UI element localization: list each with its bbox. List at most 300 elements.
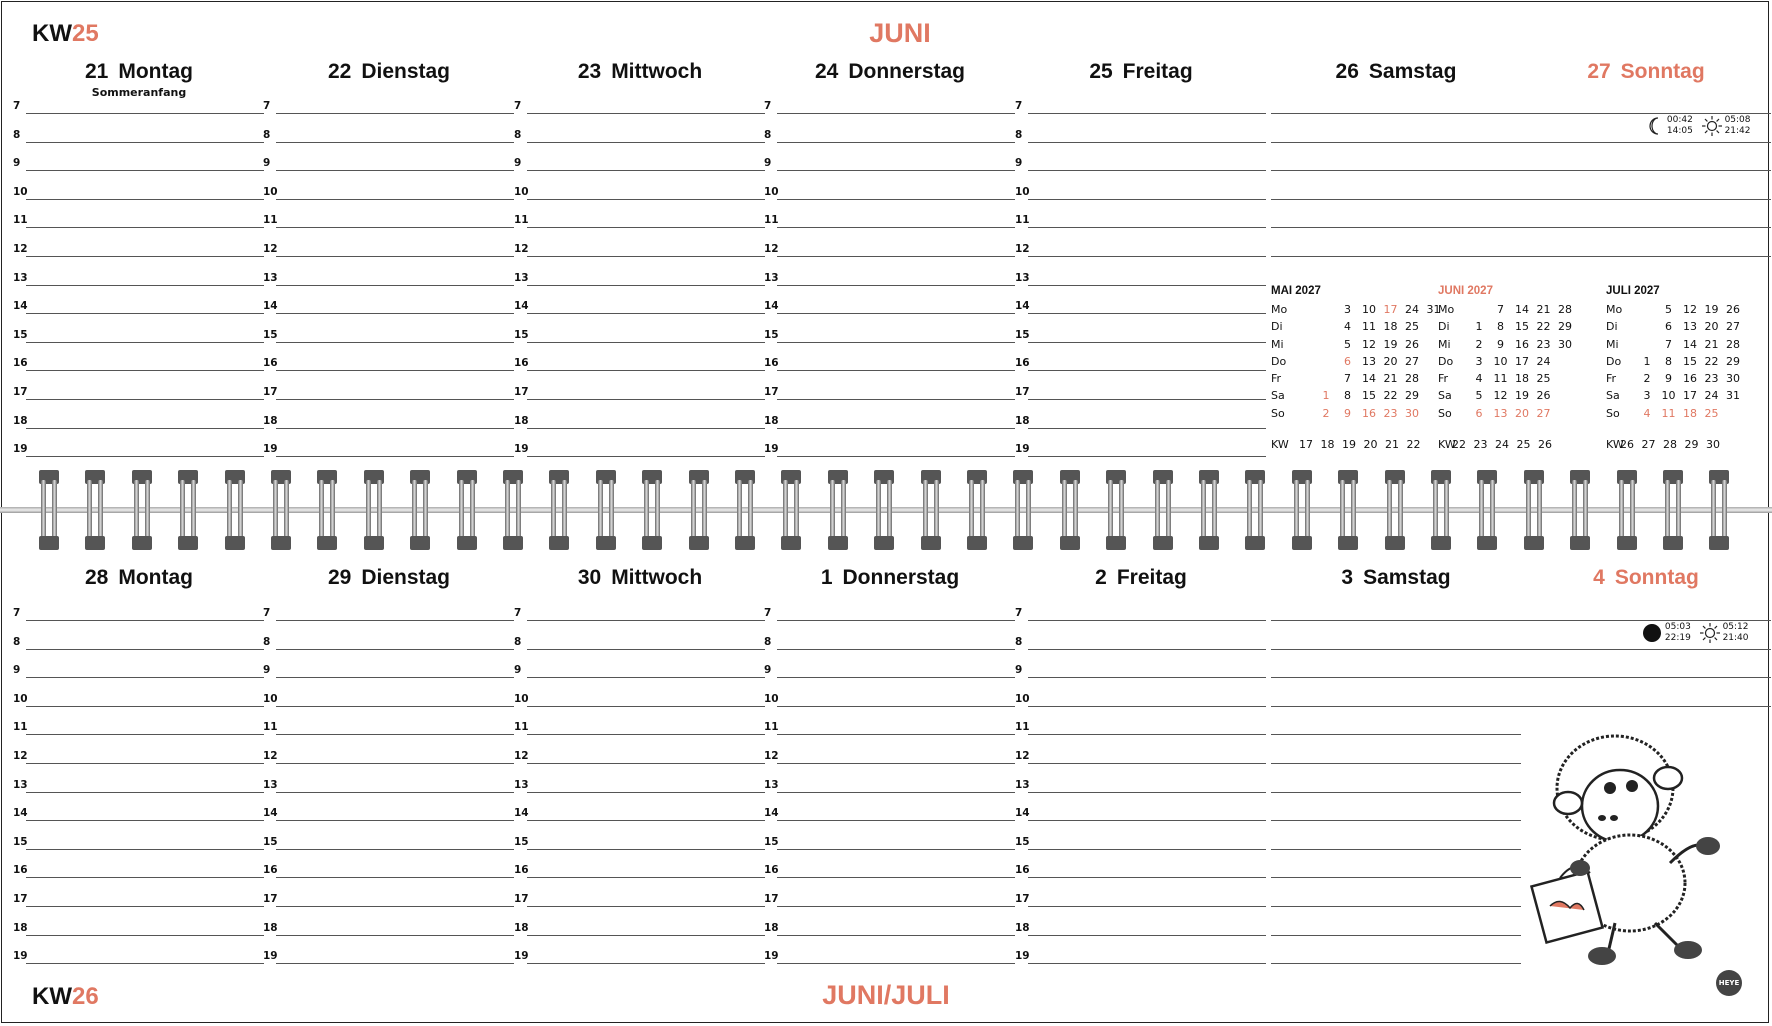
time-slot[interactable] [264, 372, 514, 400]
hour-label: 15 [263, 835, 278, 848]
time-slot[interactable] [1271, 86, 1521, 114]
kw-number: 26 [71, 983, 99, 1010]
time-slot[interactable] [14, 86, 264, 114]
hour-label: 11 [263, 214, 278, 227]
time-slot[interactable] [515, 707, 765, 735]
time-slot[interactable] [264, 315, 514, 343]
time-slot[interactable] [765, 372, 1015, 400]
mini-calendar-day: 21 [1536, 303, 1551, 316]
hour-label: 17 [13, 893, 28, 905]
time-slot[interactable] [1271, 172, 1521, 200]
time-slot[interactable] [1271, 908, 1521, 936]
mini-calendar-day: 29 [1558, 320, 1572, 334]
time-slot[interactable] [14, 622, 264, 650]
time-slot[interactable] [765, 679, 1015, 707]
day-header [765, 566, 1015, 590]
time-slot[interactable] [14, 429, 264, 457]
binding-ring [596, 470, 616, 550]
week-number-bottom [32, 983, 99, 1011]
time-slot[interactable] [1016, 86, 1266, 114]
time-slot[interactable] [1016, 401, 1266, 429]
writing-line [26, 963, 264, 964]
time-slot[interactable] [14, 850, 264, 878]
time-slot[interactable] [14, 736, 264, 764]
time-slot[interactable] [765, 401, 1015, 429]
time-slot[interactable] [14, 679, 264, 707]
mini-calendar-row [1438, 407, 1598, 424]
time-slot[interactable] [264, 286, 514, 314]
time-slot[interactable] [264, 650, 514, 678]
time-slot[interactable] [765, 736, 1015, 764]
mini-calendar-day: 1 [1322, 389, 1330, 403]
time-slot[interactable] [1521, 229, 1771, 257]
time-slot[interactable] [264, 172, 514, 200]
hour-label: 8 [514, 128, 522, 141]
hour-label: 14 [1015, 300, 1030, 313]
time-slot[interactable] [264, 622, 514, 650]
time-slot[interactable] [765, 343, 1015, 371]
time-slot[interactable] [14, 707, 264, 735]
mini-calendar-day: 3 [1344, 303, 1351, 316]
hour-label: 17 [1015, 893, 1030, 905]
time-slot[interactable] [264, 200, 514, 228]
weekday-label: Fr [1271, 372, 1282, 386]
mini-calendar-day: 16 [1362, 406, 1376, 420]
time-slot[interactable] [1016, 315, 1266, 343]
time-slot[interactable] [1016, 879, 1266, 907]
day-header [1521, 60, 1771, 84]
binding-ring [410, 470, 430, 550]
time-slot[interactable] [515, 650, 765, 678]
time-slot[interactable] [14, 115, 264, 143]
hour-label: 17 [764, 893, 779, 905]
time-slot[interactable] [264, 143, 514, 171]
binding-ring [317, 470, 337, 550]
week-number: 18 [1320, 438, 1335, 452]
mini-calendar [1606, 285, 1766, 455]
hour-label: 10 [263, 692, 278, 705]
time-slot[interactable] [765, 793, 1015, 821]
time-slot[interactable] [765, 86, 1015, 114]
time-slot[interactable] [765, 879, 1015, 907]
time-slot[interactable] [14, 372, 264, 400]
time-slot[interactable] [264, 258, 514, 286]
mini-calendar-row [1271, 303, 1441, 320]
time-slot[interactable] [1521, 172, 1771, 200]
time-slot[interactable] [1521, 86, 1771, 114]
hour-label: 8 [263, 128, 271, 141]
time-slot[interactable] [1016, 908, 1266, 936]
binding-ring [781, 470, 801, 550]
time-slot[interactable] [1271, 229, 1521, 257]
mini-calendar-day: 20 [1515, 406, 1529, 420]
mini-calendar-day: 8 [1344, 389, 1351, 403]
mini-calendar-row [1606, 320, 1766, 337]
time-slot[interactable] [1016, 765, 1266, 793]
binding-ring [1431, 470, 1451, 550]
hour-label: 15 [1015, 328, 1030, 341]
mini-calendar-row [1606, 355, 1766, 372]
time-slot[interactable] [1016, 793, 1266, 821]
time-slot[interactable] [14, 765, 264, 793]
writing-line [26, 456, 264, 457]
mini-calendar-row [1271, 372, 1431, 389]
mini-calendar-day: 25 [1536, 372, 1551, 386]
hour-label: 16 [263, 357, 278, 370]
writing-line [1028, 456, 1266, 457]
mini-calendar-day: 15 [1362, 389, 1376, 403]
time-slot[interactable] [1016, 372, 1266, 400]
binding-ring [85, 470, 105, 550]
time-slot[interactable] [264, 593, 514, 621]
time-slot[interactable] [515, 850, 765, 878]
time-slot[interactable] [1271, 679, 1521, 707]
mini-calendar-day: 12 [1493, 389, 1508, 403]
time-slot[interactable] [765, 258, 1015, 286]
time-slot[interactable] [264, 343, 514, 371]
mini-calendar-day: 29 [1726, 354, 1740, 368]
time-slot[interactable] [264, 793, 514, 821]
time-slot[interactable] [515, 315, 765, 343]
time-slot[interactable] [14, 936, 264, 964]
mini-calendar-row [1271, 389, 1431, 406]
binding-ring [1013, 470, 1033, 550]
sun-icon [1702, 122, 1725, 132]
day-name: Mittwoch [611, 60, 703, 83]
time-slot[interactable] [1521, 143, 1771, 171]
kw-label: KW [32, 983, 72, 1010]
mini-calendar-day: 7 [1344, 372, 1351, 386]
time-slot[interactable] [14, 258, 264, 286]
mini-calendar-day: 2 [1643, 372, 1651, 386]
mini-calendar-weeks [1438, 438, 1598, 455]
time-slot[interactable] [1016, 679, 1266, 707]
time-slot[interactable] [515, 679, 765, 707]
time-slot[interactable] [515, 793, 765, 821]
time-slot[interactable] [515, 908, 765, 936]
time-slot[interactable] [515, 429, 765, 457]
weekday-label: Mi [1438, 337, 1451, 351]
day-header [264, 60, 514, 84]
hour-label: 12 [13, 243, 28, 255]
time-slot[interactable] [765, 172, 1015, 200]
writing-line [777, 963, 1015, 964]
week-number-top [32, 20, 99, 48]
time-slot[interactable] [765, 429, 1015, 457]
time-slot[interactable] [765, 229, 1015, 257]
day-header [1016, 60, 1266, 84]
writing-line [1028, 963, 1266, 964]
time-slot[interactable] [515, 622, 765, 650]
binding-ring [1617, 470, 1637, 550]
time-slot[interactable] [1271, 936, 1521, 964]
time-slot[interactable] [765, 908, 1015, 936]
mini-calendar-day: 24 [1405, 303, 1419, 316]
time-slot[interactable] [264, 850, 514, 878]
time-slot[interactable] [14, 200, 264, 228]
time-slot[interactable] [515, 172, 765, 200]
hour-label: 10 [13, 692, 28, 705]
time-slot[interactable] [515, 936, 765, 964]
day-number: 28 [84, 566, 109, 589]
time-slot[interactable] [1016, 172, 1266, 200]
time-slot[interactable] [1271, 736, 1521, 764]
hour-label: 11 [514, 214, 529, 227]
mini-calendar-day: 5 [1475, 389, 1483, 403]
time-slot[interactable] [14, 822, 264, 850]
mini-calendar-day: 1 [1475, 320, 1483, 334]
time-slot[interactable] [14, 343, 264, 371]
time-slot[interactable] [765, 286, 1015, 314]
time-slot[interactable] [515, 200, 765, 228]
time-slot[interactable] [1016, 707, 1266, 735]
hour-label: 13 [263, 778, 278, 791]
time-slot[interactable] [1016, 143, 1266, 171]
time-slot[interactable] [14, 650, 264, 678]
mini-calendar-day: 5 [1344, 337, 1351, 351]
time-slot[interactable] [1016, 343, 1266, 371]
hour-label: 13 [263, 271, 278, 284]
hour-label: 15 [13, 328, 28, 341]
time-slot[interactable] [1016, 593, 1266, 621]
time-slot[interactable] [515, 736, 765, 764]
mini-calendar-day: 17 [1383, 303, 1398, 316]
time-slot[interactable] [264, 115, 514, 143]
mini-calendar-row [1438, 320, 1598, 337]
time-slot[interactable] [14, 593, 264, 621]
time-slot[interactable] [515, 343, 765, 371]
time-slot[interactable] [1271, 793, 1521, 821]
day-name: Dienstag [361, 566, 451, 589]
time-slot[interactable] [264, 936, 514, 964]
time-slot[interactable] [14, 143, 264, 171]
mini-calendar-day: 9 [1344, 406, 1351, 420]
mini-calendar-day: 2 [1322, 406, 1330, 420]
mini-calendar-day: 4 [1475, 372, 1483, 386]
time-slot[interactable] [264, 429, 514, 457]
hour-label: 17 [1015, 386, 1030, 398]
binding-ring [1663, 470, 1683, 550]
time-slot[interactable] [264, 229, 514, 257]
time-slot[interactable] [1521, 679, 1771, 707]
time-slot[interactable] [1016, 736, 1266, 764]
mini-calendar-day: 28 [1405, 372, 1419, 386]
hour-label: 11 [764, 721, 779, 734]
time-slot[interactable] [1016, 850, 1266, 878]
time-slot[interactable] [264, 707, 514, 735]
month-title-bottom: JUNI/JULI [822, 980, 950, 1010]
time-slot[interactable] [515, 258, 765, 286]
time-slot[interactable] [515, 593, 765, 621]
day-number: 29 [327, 566, 352, 589]
time-slot[interactable] [1271, 765, 1521, 793]
hour-label: 19 [764, 950, 779, 963]
hour-label: 12 [13, 750, 28, 762]
mini-calendar-row [1606, 389, 1766, 406]
time-slot[interactable] [1271, 850, 1521, 878]
kw-number: 25 [71, 20, 99, 47]
time-slot[interactable] [14, 401, 264, 429]
hour-label: 16 [764, 357, 779, 370]
binding-ring [1106, 470, 1126, 550]
time-slot[interactable] [765, 315, 1015, 343]
time-slot[interactable] [1271, 650, 1521, 678]
mini-calendar-day: 19 [1704, 303, 1719, 316]
weekday-label: Mo [1438, 303, 1455, 316]
binding-ring [503, 470, 523, 550]
time-slot[interactable] [1016, 622, 1266, 650]
time-slot[interactable] [1016, 200, 1266, 228]
time-slot[interactable] [1271, 143, 1521, 171]
time-slot[interactable] [765, 765, 1015, 793]
time-slot[interactable] [14, 286, 264, 314]
time-slot[interactable] [515, 822, 765, 850]
mini-calendar-day: 11 [1362, 320, 1376, 334]
time-slot[interactable] [264, 736, 514, 764]
hour-label: 19 [263, 950, 278, 963]
time-slot[interactable] [1271, 200, 1521, 228]
binding-ring [921, 470, 941, 550]
day-number: 27 [1587, 60, 1611, 83]
hour-label: 7 [13, 607, 21, 619]
writing-line [527, 963, 765, 964]
day-header [14, 60, 264, 84]
time-slot[interactable] [765, 200, 1015, 228]
week-number: 20 [1363, 438, 1378, 452]
mini-calendar-row [1438, 303, 1598, 320]
hour-label: 12 [263, 750, 278, 762]
time-slot[interactable] [515, 229, 765, 257]
time-slot[interactable] [1016, 258, 1266, 286]
hour-label: 11 [13, 214, 28, 227]
hour-label: 13 [1015, 778, 1030, 791]
time-slot[interactable] [765, 650, 1015, 678]
mini-calendar-row [1271, 407, 1431, 424]
time-slot[interactable] [14, 879, 264, 907]
time-slot[interactable] [765, 936, 1015, 964]
time-slot[interactable] [515, 143, 765, 171]
time-slot[interactable] [515, 86, 765, 114]
mini-calendar-row [1606, 303, 1766, 320]
time-slot[interactable] [264, 822, 514, 850]
time-slot[interactable] [1271, 593, 1521, 621]
day-number: 30 [577, 566, 602, 589]
time-slot[interactable] [515, 372, 765, 400]
time-slot[interactable] [1271, 822, 1521, 850]
time-slot[interactable] [515, 115, 765, 143]
time-slot[interactable] [14, 908, 264, 936]
time-slot[interactable] [14, 172, 264, 200]
weekday-label: Sa [1271, 389, 1285, 403]
hour-label: 13 [764, 271, 779, 284]
hour-label: 19 [514, 443, 529, 456]
mini-calendar-day: 19 [1515, 389, 1529, 403]
time-slot[interactable] [515, 879, 765, 907]
time-slot[interactable] [264, 86, 514, 114]
time-slot[interactable] [1271, 707, 1521, 735]
time-slot[interactable] [1271, 622, 1521, 650]
hour-label: 14 [764, 807, 779, 820]
hour-label: 14 [13, 807, 28, 820]
time-slot[interactable] [14, 315, 264, 343]
day-name: Dienstag [361, 60, 451, 83]
time-slot[interactable] [515, 286, 765, 314]
time-slot[interactable] [1521, 650, 1771, 678]
hour-label: 17 [13, 386, 28, 398]
hour-label: 12 [764, 243, 779, 255]
mini-calendar-day: 17 [1515, 354, 1529, 368]
binding-ring [1245, 470, 1265, 550]
mini-calendar-day: 3 [1643, 389, 1651, 403]
mini-calendar-row [1271, 338, 1431, 355]
sunrise-time: 05:08 [1724, 115, 1751, 125]
time-slot[interactable] [1271, 879, 1521, 907]
time-slot[interactable] [1016, 429, 1266, 457]
time-slot[interactable] [1016, 936, 1266, 964]
hour-label: 8 [1015, 635, 1023, 648]
time-slot[interactable] [264, 401, 514, 429]
day-name: Montag [118, 566, 193, 589]
astro-info-bottom [1642, 622, 1749, 644]
time-slot[interactable] [264, 679, 514, 707]
binding-ring [874, 470, 894, 550]
time-slot[interactable] [1016, 115, 1266, 143]
hour-label: 14 [263, 807, 278, 820]
time-slot[interactable] [1271, 115, 1521, 143]
time-slot[interactable] [515, 765, 765, 793]
hour-label: 9 [13, 157, 21, 170]
time-slot[interactable] [14, 793, 264, 821]
time-slot[interactable] [1521, 200, 1771, 228]
hour-label: 15 [514, 835, 529, 848]
mini-calendar-day: 19 [1383, 337, 1398, 351]
time-slot[interactable] [14, 229, 264, 257]
mini-calendar [1271, 285, 1441, 455]
hour-label: 17 [263, 386, 278, 398]
time-slot[interactable] [264, 908, 514, 936]
hour-label: 8 [13, 128, 21, 141]
time-slot[interactable] [264, 879, 514, 907]
time-slot[interactable] [264, 765, 514, 793]
week-number: 30 [1706, 438, 1720, 452]
time-slot[interactable] [765, 850, 1015, 878]
mini-calendar-day: 27 [1405, 354, 1419, 368]
mini-calendar-day: 7 [1665, 337, 1672, 351]
day-number: 25 [1089, 60, 1113, 83]
time-slot[interactable] [765, 143, 1015, 171]
time-slot[interactable] [1016, 286, 1266, 314]
mini-calendar-day: 13 [1683, 320, 1697, 334]
mini-calendar-day: 13 [1493, 406, 1508, 420]
time-slot[interactable] [765, 622, 1015, 650]
day-header [515, 566, 765, 590]
hour-label: 17 [263, 893, 278, 905]
time-slot[interactable] [515, 401, 765, 429]
mini-calendar-day: 18 [1683, 406, 1697, 420]
time-slot[interactable] [1016, 229, 1266, 257]
time-slot[interactable] [765, 115, 1015, 143]
hour-label: 18 [514, 414, 529, 427]
time-slot[interactable] [765, 593, 1015, 621]
day-name: Sonntag [1614, 566, 1699, 589]
weekday-label: So [1438, 406, 1452, 420]
time-slot[interactable] [1016, 822, 1266, 850]
time-slot[interactable] [765, 707, 1015, 735]
time-slot[interactable] [1016, 650, 1266, 678]
time-slot[interactable] [1521, 593, 1771, 621]
time-slot[interactable] [765, 822, 1015, 850]
hour-label: 19 [764, 443, 779, 456]
